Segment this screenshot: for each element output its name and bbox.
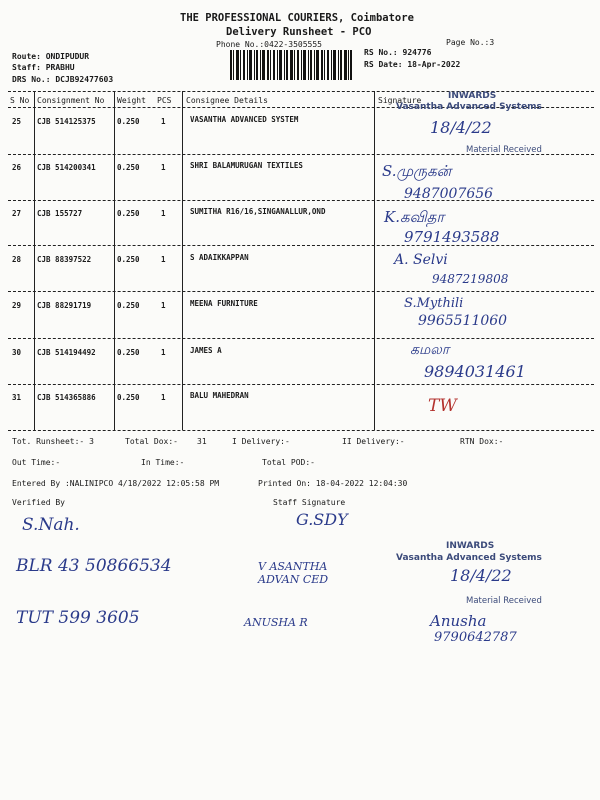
row-consignee: S ADAIKKAPPAN (190, 253, 249, 262)
row-consignment: CJB 514194492 (37, 348, 96, 357)
row-pcs: 1 (161, 209, 166, 218)
staff-signature-label: Staff Signature (273, 498, 346, 507)
handwritten-phone: 9487219808 (432, 272, 509, 286)
stamp-date-handwritten: 18/4/22 (430, 118, 492, 137)
row-sno: 29 (12, 301, 22, 310)
in-time: In Time:- (141, 458, 185, 467)
handwritten-note: BLR 43 50866534 (16, 556, 172, 576)
row-consignment: CJB 514200341 (37, 163, 96, 172)
ii-delivery: II Delivery:- (342, 437, 405, 446)
col-header-weight: Weight (117, 96, 146, 105)
row-consignee: JAMES A (190, 346, 222, 355)
stamp-date-handwritten: 18/4/22 (450, 566, 512, 585)
row-sno: 27 (12, 209, 22, 218)
handwritten-phone: 9790642787 (434, 630, 517, 645)
row-weight: 0.250 (117, 393, 140, 402)
table-top-rule (8, 91, 594, 92)
rtn-dox: RTN Dox:- (460, 437, 504, 446)
stamp-material-received: Material Received (466, 596, 542, 606)
col-header-consignee: Consignee Details (186, 96, 268, 105)
verified-by-label: Verified By (12, 498, 65, 507)
document-title: Delivery Runsheet - PCO (226, 26, 372, 38)
row-weight: 0.250 (117, 117, 140, 126)
handwritten-signature: A. Selvi (394, 252, 448, 268)
stamp-inwards: INWARDS (446, 541, 495, 551)
row-weight: 0.250 (117, 255, 140, 264)
col-divider (114, 91, 115, 430)
row-sno: 31 (12, 393, 22, 402)
handwritten-note: TUT 599 3605 (16, 608, 140, 628)
rs-number: RS No.: 924776 (364, 48, 432, 57)
row-sno: 30 (12, 348, 22, 357)
handwritten-phone: 9894031461 (424, 362, 526, 381)
handwritten-mark: TW (428, 396, 457, 416)
row-weight: 0.250 (117, 348, 140, 357)
printed-on: Printed On: 18-04-2022 12:04:30 (258, 479, 408, 488)
entered-by: Entered By :NALINIPCO 4/18/2022 12:05:58 PM (12, 479, 220, 488)
row-pcs: 1 (161, 163, 166, 172)
drs-number: DRS No.: DCJB92477603 (12, 75, 114, 84)
route: Route: ONDIPUDUR (12, 52, 90, 61)
staff: Staff: PRABHU (12, 63, 75, 72)
total-dox-value: 31 (197, 437, 207, 446)
stamp-company: Vasantha Advanced Systems (396, 553, 542, 563)
verified-signature: S.Nah. (22, 515, 80, 535)
row-rule (8, 384, 594, 385)
handwritten-signature: S.Mythili (404, 296, 464, 311)
row-sno: 26 (12, 163, 22, 172)
row-weight: 0.250 (117, 163, 140, 172)
col-header-consignment: Consignment No (37, 96, 105, 105)
total-pod: Total POD:- (262, 458, 315, 467)
handwritten-signature: கமலா (410, 342, 450, 358)
row-rule (8, 200, 594, 201)
total-runsheet: Tot. Runsheet:- 3 (12, 437, 94, 446)
stamp-inwards: INWARDS (448, 91, 497, 101)
col-divider (182, 91, 183, 430)
row-rule (8, 291, 594, 292)
row-consignment: CJB 88397522 (37, 255, 92, 264)
handwritten-signature: Anusha (430, 612, 487, 630)
handwritten-phone: 9791493588 (404, 228, 500, 246)
phone-number: Phone No.:0422-3505555 (216, 40, 322, 49)
row-consignment: CJB 155727 (37, 209, 83, 218)
col-header-pcs: PCS (157, 96, 172, 105)
col-header-sno: S No (10, 96, 30, 105)
row-consignment: CJB 514125375 (37, 117, 96, 126)
company-name: THE PROFESSIONAL COURIERS, Coimbatore (180, 12, 414, 24)
handwritten-signature: K.கவிதா (384, 208, 445, 226)
row-consignee: MEENA FURNITURE (190, 299, 258, 308)
rs-date: RS Date: 18-Apr-2022 (364, 60, 461, 69)
out-time: Out Time:- (12, 458, 61, 467)
col-header-signature: Signature (378, 96, 422, 105)
row-consignee: VASANTHA ADVANCED SYSTEM (190, 115, 299, 124)
col-divider (34, 91, 35, 430)
row-rule (8, 245, 594, 246)
handwritten-note: ANUSHA R (244, 616, 308, 629)
row-pcs: 1 (161, 393, 166, 402)
row-sno: 25 (12, 117, 22, 126)
row-consignment: CJB 88291719 (37, 301, 92, 310)
table-bottom-rule (8, 430, 594, 431)
handwritten-signature: S.முருகன் (382, 162, 452, 180)
row-consignee: SHRI BALAMURUGAN TEXTILES (190, 161, 303, 170)
row-consignee: SUMITHA R16/16,SINGANALLUR,OND (190, 207, 326, 216)
row-pcs: 1 (161, 301, 166, 310)
row-sno: 28 (12, 255, 22, 264)
row-pcs: 1 (161, 255, 166, 264)
col-divider (374, 91, 375, 430)
row-pcs: 1 (161, 117, 166, 126)
row-weight: 0.250 (117, 301, 140, 310)
handwritten-phone: 9965511060 (418, 313, 508, 329)
handwritten-note: V ASANTHA ADVAN CED (258, 560, 329, 586)
staff-signature: G.SDY (296, 510, 348, 529)
row-pcs: 1 (161, 348, 166, 357)
row-consignee: BALU MAHEDRAN (190, 391, 249, 400)
barcode (230, 50, 352, 80)
total-dox-label: Total Dox:- (125, 437, 178, 446)
row-consignment: CJB 514365886 (37, 393, 96, 402)
stamp-material-received: Material Received (466, 145, 542, 155)
handwritten-phone: 9487007656 (404, 186, 494, 202)
row-weight: 0.250 (117, 209, 140, 218)
i-delivery: I Delivery:- (232, 437, 290, 446)
row-rule (8, 338, 594, 339)
page-number: Page No.:3 (446, 38, 495, 47)
stamp-company: Vasantha Advanced Systems (396, 102, 542, 112)
